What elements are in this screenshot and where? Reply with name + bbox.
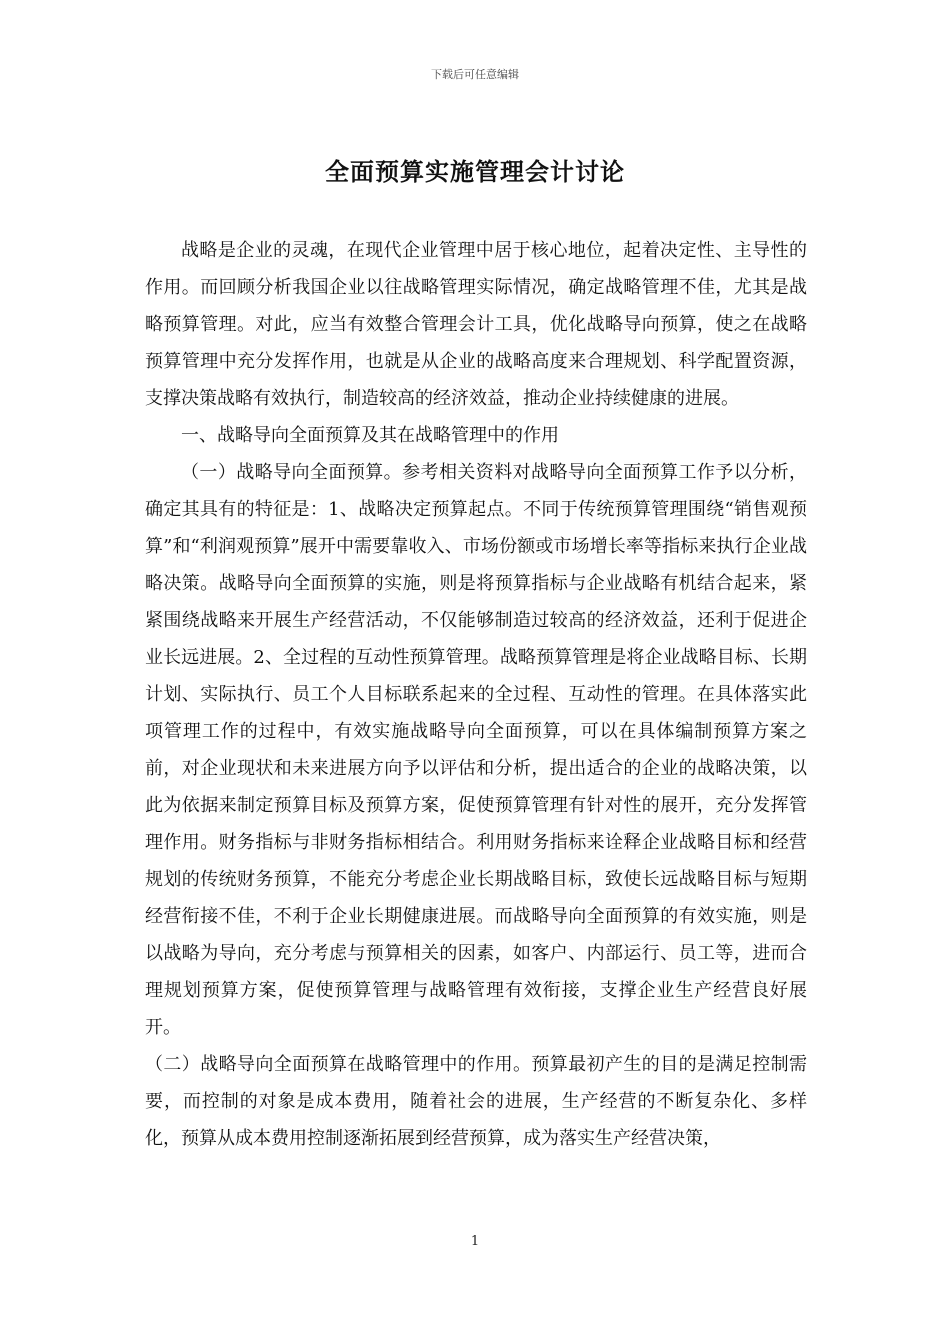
page-header-note: 下载后可任意编辑 (431, 68, 519, 81)
document-body (145, 232, 807, 1157)
section-heading: 一、战略导向全面预算及其在战略管理中的作用 (181, 425, 559, 446)
subsection-1-paragraph: （一）战略导向全面预算。参考相关资料对战略导向全面预算工作予以分析，确定其具有的特征是：1、战略决定预算起点。不同于传统预算管理围绕“销售观预算”和“利润观预算”展开中需要靠收入、市场份额或市场增长率等指标来执行企业战略决策。战略导向全面预算的实施，则是将预算指标与企业战略有机结合起来，紧紧围绕战略来开展生产经营活动，不仅能够制造过较高的经济效益，还利于促进企业长远进展。2、全过程的互动性预算管理。战略预算管理是将企业战略目标、长期计划、实际执行、员工个人目标联系起来的全过程、互动性的管理。在具体落实此项管理工作的过程中，有效实施战略导向全面预算，可以在具体编制预算方案之前，对企业现状和未来进展方向予以评估和分析，提出适合的企业的战略决策，以此为依据来制定预算目标及预算方案，促使预算管理有针对性的展开，充分发挥管理作用。财务指标与非财务指标相结合。利用财务指标来诠释企业战略目标和经营规划的传统财务预算，不能充分考虑企业长期战略目标，致使长远战略目标与短期经营衔接不佳，不利于企业长期健康进展。而战略导向全面预算的有效实施，则是以战略为导向，充分考虑与预算相关的因素，如客户、内部运行、员工等，进而合理规划预算方案，促使预算管理与战略管理有效衔接，支撑企业生产经营良好展开。 (145, 462, 807, 1038)
document-title: 全面预算实施管理会计讨论 (325, 158, 625, 186)
page-number: 1 (470, 1234, 480, 1249)
intro-paragraph: 战略是企业的灵魂，在现代企业管理中居于核心地位，起着决定性、主导性的作用。而回顾分析我国企业以往战略管理实际情况，确定战略管理不佳，尤其是战略预算管理。对此，应当有效整合管理会计工具，优化战略导向预算，使之在战略预算管理中充分发挥作用，也就是从企业的战略高度来合理规划、科学配置资源，支撑决策战略有效执行，制造较高的经济效益，推动企业持续健康的进展。 (145, 240, 807, 409)
subsection-2-paragraph: （二）战略导向全面预算在战略管理中的作用。预算最初产生的目的是满足控制需要，而控制的对象是成本费用，随着社会的进展，生产经营的不断复杂化、多样化，预算从成本费用控制逐渐拓展到经营预算，成为落实生产经营决策， (145, 1054, 807, 1149)
